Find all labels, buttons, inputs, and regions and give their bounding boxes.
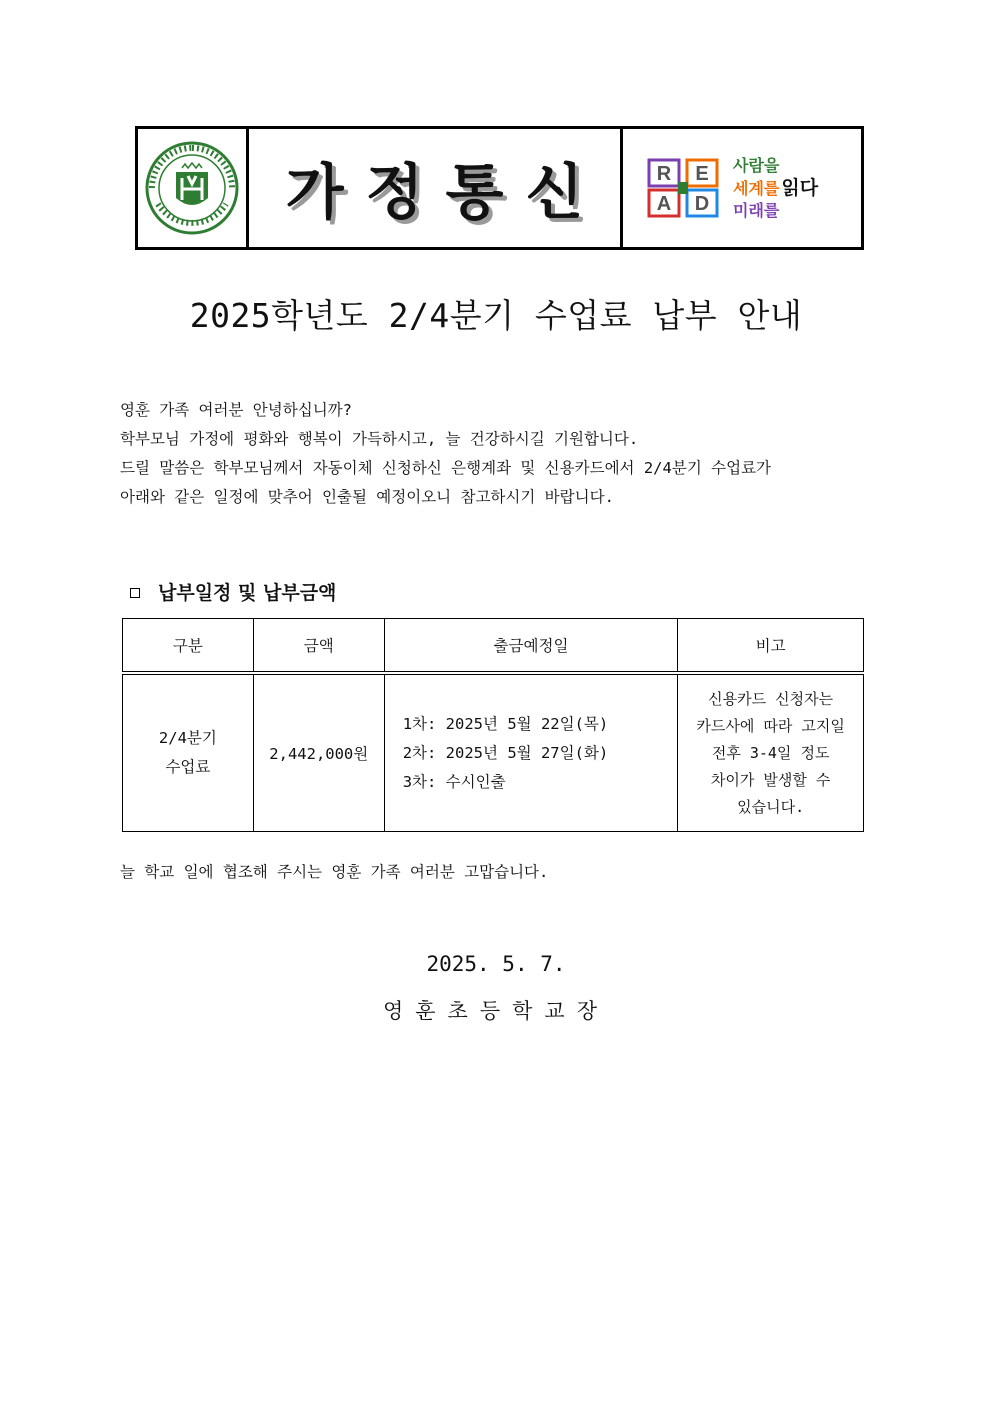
greeting-paragraph bbox=[120, 396, 880, 512]
letterhead bbox=[135, 126, 864, 250]
slogan-line-3: 미래를 bbox=[733, 200, 780, 220]
cell-category bbox=[123, 673, 254, 832]
remark-line: 차이가 발생할 수 bbox=[710, 770, 831, 789]
table-header-row bbox=[123, 619, 864, 674]
issue-date: 2025. 5. 7. bbox=[426, 952, 566, 976]
read-grid-icon bbox=[647, 158, 721, 218]
square-bullet-icon bbox=[130, 588, 140, 598]
cell-schedule bbox=[384, 673, 678, 832]
newsletter-title: 가정통신 bbox=[285, 158, 606, 228]
remark-line: 신용카드 신청자는 bbox=[708, 689, 834, 708]
read-slogan bbox=[733, 155, 818, 222]
read-letter-e: E bbox=[695, 163, 709, 185]
header-amount: 금액 bbox=[253, 619, 384, 674]
slogan-line-2: 세계를 bbox=[733, 178, 780, 198]
closing-remark: 늘 학교 일에 협조해 주시는 영훈 가족 여러분 고맙습니다. bbox=[120, 863, 549, 881]
payment-table bbox=[122, 618, 864, 832]
paragraph-line: 아래와 같은 일정에 맞추어 인출될 예정이오니 참고하시기 바랍니다. bbox=[120, 488, 614, 506]
remark-line: 있습니다. bbox=[737, 797, 805, 816]
table-row bbox=[123, 673, 864, 832]
category-line: 2/4분기 bbox=[158, 729, 217, 747]
read-logo bbox=[647, 155, 818, 222]
read-logo-cell bbox=[623, 129, 861, 247]
read-letter-a: A bbox=[656, 193, 672, 215]
read-letter-d: D bbox=[694, 193, 710, 215]
remark-line: 전후 3-4일 정도 bbox=[711, 743, 830, 762]
remark-line: 카드사에 따라 고지일 bbox=[696, 716, 845, 735]
header-remarks: 비고 bbox=[678, 619, 864, 674]
read-letter-r: R bbox=[656, 163, 672, 185]
section-title: 납부일정 및 납부금액 bbox=[158, 582, 337, 604]
document-title: 2025학년도 2/4분기 수업료 납부 안내 bbox=[189, 296, 803, 335]
slogan-verb: 읽다 bbox=[781, 176, 819, 199]
paragraph-line: 드릴 말씀은 학부모님께서 자동이체 신청하신 은행계좌 및 신용카드에서 2/4분기 수업료가 bbox=[120, 459, 772, 477]
paragraph-line: 학부모님 가정에 평화와 행복이 가득하시고, 늘 건강하시길 기원합니다. bbox=[120, 430, 639, 448]
header-withdrawal-date: 출금예정일 bbox=[384, 619, 678, 674]
header-category: 구분 bbox=[123, 619, 254, 674]
schedule-item: 1차: 2025년 5월 22일(목) bbox=[402, 714, 609, 733]
slogan-line-1: 사람을 bbox=[733, 155, 780, 175]
paragraph-line: 영훈 가족 여러분 안녕하십니까? bbox=[120, 401, 352, 419]
cell-remarks bbox=[678, 673, 864, 832]
schedule-item: 2차: 2025년 5월 27일(화) bbox=[402, 743, 609, 762]
cell-amount: 2,442,000원 bbox=[253, 673, 384, 832]
category-line: 수업료 bbox=[165, 758, 211, 776]
title-cell bbox=[249, 129, 623, 247]
school-logo-cell bbox=[138, 129, 249, 247]
signature: 영훈초등학교장 bbox=[382, 999, 609, 1023]
schedule-item: 3차: 수시인출 bbox=[402, 772, 506, 791]
section-heading bbox=[130, 578, 336, 605]
school-emblem-icon bbox=[144, 140, 240, 236]
